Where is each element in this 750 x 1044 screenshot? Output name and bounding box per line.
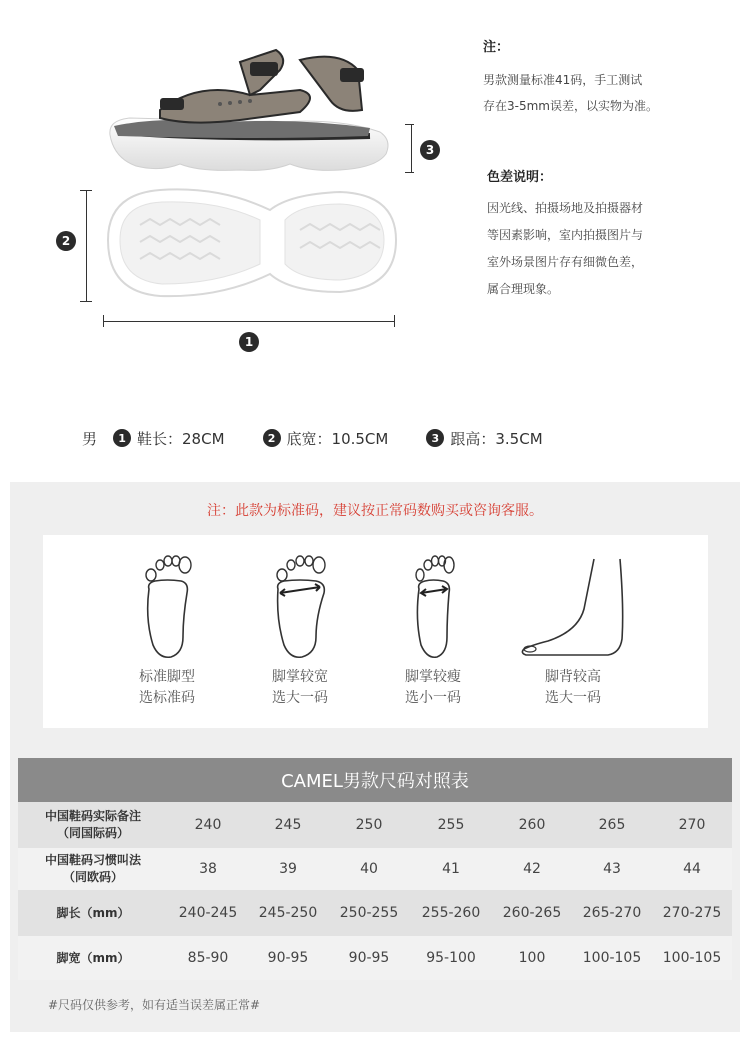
spec-heel-height [426, 428, 542, 449]
size-value-cell: 245-250 [248, 890, 328, 936]
foot-type-caption: 选小一码 [405, 690, 461, 706]
size-value-cell: 100 [492, 936, 572, 980]
height-marker-badge: 3 [420, 140, 440, 160]
foot-type-standard [107, 549, 227, 709]
length-marker-badge: 1 [239, 332, 259, 352]
foot-type-narrow [373, 549, 493, 709]
row-header-line: （同欧码） [62, 870, 123, 884]
foot-type-caption: 脚掌较瘦 [405, 669, 461, 685]
color-note-line: 因光线、拍摄场地及拍摄器材 [487, 201, 644, 215]
size-value-cell: 43 [572, 848, 652, 890]
row-header-line: 中国鞋码习惯叫法 [44, 853, 141, 867]
wide-foot-icon [270, 549, 330, 661]
color-difference-note [487, 166, 727, 303]
table-row [18, 848, 732, 890]
size-chart-table [18, 802, 732, 980]
color-note-title: 色差说明： [487, 170, 553, 185]
measurement-note-title: 注： [483, 40, 510, 55]
color-note-line: 室外场景图片存有细微色差， [487, 255, 644, 269]
product-dimension-section [0, 0, 750, 470]
row-header-cell [18, 890, 168, 936]
size-value-cell: 270 [652, 802, 732, 848]
size-value-cell: 240-245 [168, 890, 248, 936]
size-value-cell: 95-100 [410, 936, 492, 980]
spec-number-badge: 3 [426, 429, 444, 447]
sandal-sole-view-image [100, 180, 400, 305]
size-value-cell: 100-105 [572, 936, 652, 980]
row-header-line: 中国鞋码实际备注 [44, 809, 141, 823]
row-header-cell [18, 848, 168, 890]
standard-foot-icon [137, 549, 197, 661]
size-value-cell: 90-95 [328, 936, 410, 980]
foot-type-caption: 标准脚型 [139, 669, 195, 685]
foot-type-caption: 选大一码 [545, 690, 601, 706]
row-header-line: 脚长（mm） [56, 905, 130, 920]
foot-type-caption: 选标准码 [139, 690, 195, 706]
spec-length [113, 428, 225, 449]
size-value-cell: 250 [328, 802, 410, 848]
size-value-cell: 245 [248, 802, 328, 848]
size-value-cell: 250-255 [328, 890, 410, 936]
size-footnote: #尺码仅供参考，如有适当误差属正常# [48, 998, 261, 1012]
foot-type-guide [43, 535, 708, 728]
foot-type-wide [240, 549, 360, 709]
spec-summary-row [82, 426, 581, 450]
size-advice-note: 注：此款为标准码，建议按正常码数购买或咨询客服。 [207, 503, 543, 519]
narrow-foot-icon [403, 549, 463, 661]
width-dimension-line [86, 190, 87, 302]
measurement-note-line: 存在3-5mm误差，以实物为准。 [483, 99, 658, 113]
size-value-cell: 270-275 [652, 890, 732, 936]
size-value-cell: 255-260 [410, 890, 492, 936]
spec-length-text: 鞋长：28CM [137, 429, 225, 448]
table-row [18, 936, 732, 980]
size-value-cell: 265-270 [572, 890, 652, 936]
size-value-cell: 41 [410, 848, 492, 890]
foot-type-caption: 脚背较高 [545, 669, 601, 685]
size-value-cell: 38 [168, 848, 248, 890]
spec-number-badge: 2 [263, 429, 281, 447]
size-value-cell: 260-265 [492, 890, 572, 936]
row-header-cell [18, 936, 168, 980]
size-value-cell: 255 [410, 802, 492, 848]
row-header-line: （同国际码） [56, 826, 129, 840]
measurement-note [483, 36, 723, 119]
sandal-side-view-image [100, 40, 400, 180]
size-value-cell: 260 [492, 802, 572, 848]
spec-width-text: 底宽：10.5CM [286, 429, 389, 448]
size-value-cell: 240 [168, 802, 248, 848]
foot-type-caption: 脚掌较宽 [272, 669, 328, 685]
size-value-cell: 85-90 [168, 936, 248, 980]
size-value-cell: 265 [572, 802, 652, 848]
foot-type-caption: 选大一码 [272, 690, 328, 706]
size-value-cell: 44 [652, 848, 732, 890]
size-value-cell: 40 [328, 848, 410, 890]
color-note-line: 等因素影响，室内拍摄图片与 [487, 228, 644, 242]
size-value-cell: 42 [492, 848, 572, 890]
row-header-cell [18, 802, 168, 848]
high-instep-foot-icon [518, 549, 628, 661]
size-guide-panel [10, 482, 740, 1032]
row-header-line: 脚宽（mm） [56, 950, 130, 965]
measurement-note-line: 男款测量标准41码，手工测试 [483, 73, 643, 87]
table-row [18, 802, 732, 848]
size-value-cell: 100-105 [652, 936, 732, 980]
width-marker-badge: 2 [56, 231, 76, 251]
table-row [18, 890, 732, 936]
color-note-line: 属合理现象。 [487, 282, 560, 296]
gender-label: 男 [82, 429, 98, 448]
spec-number-badge: 1 [113, 429, 131, 447]
size-value-cell: 39 [248, 848, 328, 890]
size-chart-title: CAMEL男款尺码对照表 [18, 758, 732, 802]
height-dimension-line [411, 124, 412, 173]
length-dimension-line [103, 321, 395, 322]
spec-width [263, 428, 389, 449]
spec-heel-height-text: 跟高：3.5CM [450, 429, 543, 448]
foot-type-high-instep [513, 549, 633, 709]
size-value-cell: 90-95 [248, 936, 328, 980]
